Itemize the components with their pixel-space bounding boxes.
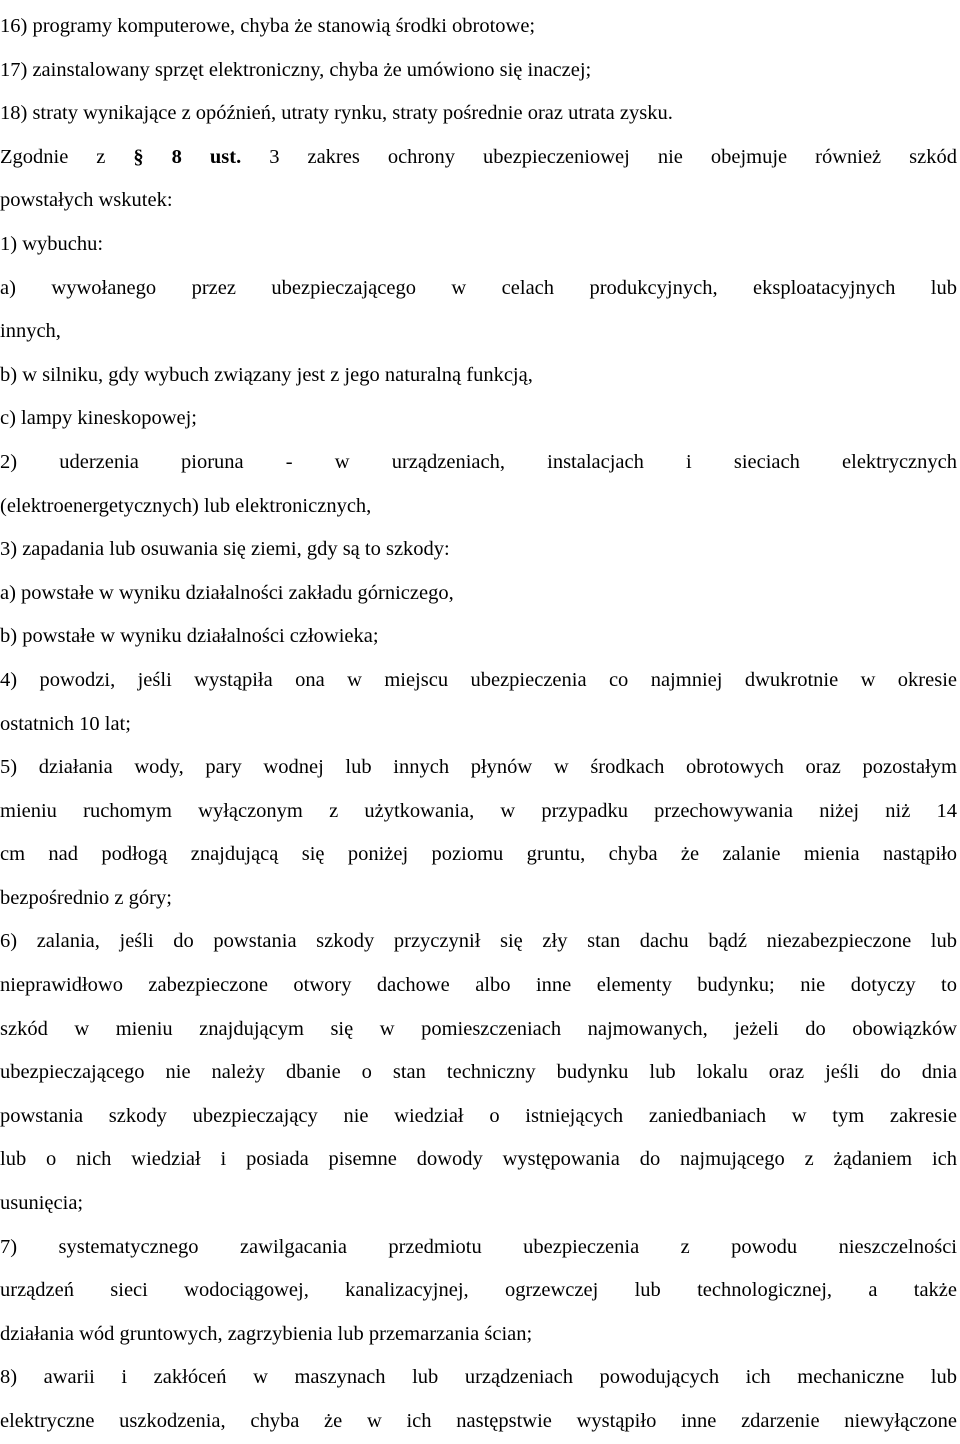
text-line: 5) działania wody, pary wodnej lub innych płynów w środkach obrotowych oraz pozostałym (0, 756, 957, 779)
text-line: 17) zainstalowany sprzęt elektroniczny, chyba że umówiono się inaczej; (0, 58, 592, 81)
text-line: a) wywołanego przez ubezpieczającego w celach produkcyjnych, eksploatacyjnych lub (0, 276, 957, 299)
text-segment: Zgodnie z (0, 145, 134, 168)
text-line: urządzeń sieci wodociągowej, kanalizacyjnej, ogrzewczej lub technologicznej, a także (0, 1279, 957, 1302)
text-segment: 3 zakres ochrony ubezpieczeniowej nie obejmuje również szkód (241, 145, 957, 168)
text-line: mieniu ruchomym wyłączonym z użytkowania, w przypadku przechowywania niżej niż 14 (0, 799, 957, 822)
text-line: c) lampy kineskopowej; (0, 407, 197, 430)
text-line: bezpośrednio z góry; (0, 886, 172, 909)
text-line: ubezpieczającego nie należy dbanie o stan techniczny budynku lub lokalu oraz jeśli do dnia (0, 1061, 957, 1084)
section-reference: § 8 ust. (133, 145, 242, 168)
text-line: a) powstałe w wyniku działalności zakładu górniczego, (0, 581, 454, 604)
text-line: usunięcia; (0, 1192, 84, 1215)
text-line: 18) straty wynikające z opóźnień, utraty rynku, straty pośrednie oraz utrata zysku. (0, 102, 673, 125)
text-line: 3) zapadania lub osuwania się ziemi, gdy są to szkody: (0, 538, 450, 561)
text-line: 16) programy komputerowe, chyba że stanowią środki obrotowe; (0, 15, 536, 37)
text-line: nieprawidłowo zabezpieczone otwory dachowe albo inne elementy budynku; nie dotyczy to (0, 974, 957, 997)
text-line: b) w silniku, gdy wybuch związany jest z jego naturalną funkcją, (0, 363, 533, 386)
text-line: powstania szkody ubezpieczający nie wiedział o istniejących zaniedbaniach w tym zakresie (0, 1104, 957, 1127)
text-line: ostatnich 10 lat; (0, 712, 131, 735)
text-line: szkód w mieniu znajdującym się w pomieszczeniach najmowanych, jeżeli do obowiązków (0, 1017, 957, 1040)
text-line: (elektroenergetycznych) lub elektronicznych, (0, 494, 372, 517)
text-line: 6) zalania, jeśli do powstania szkody przyczynił się zły stan dachu bądź niezabezpieczone lub (0, 930, 957, 953)
text-line: 1) wybuchu: (0, 232, 104, 255)
text-line-section-reference (0, 136, 957, 180)
text-line: 7) systematycznego zawilgacania przedmiotu ubezpieczenia z powodu nieszczelności (0, 1235, 957, 1258)
text-line: 2) uderzenia pioruna - w urządzeniach, instalacjach i sieciach elektrycznych (0, 450, 957, 473)
text-line: innych, (0, 320, 61, 343)
document-page (0, 5, 957, 1444)
text-line: 4) powodzi, jeśli wystąpiła ona w miejscu ubezpieczenia co najmniej dwukrotnie w okresie (0, 668, 957, 691)
text-line: cm nad podłogą znajdującą się poniżej poziomu gruntu, chyba że zalanie mienia nastąpiło (0, 843, 957, 866)
text-line: powstałych wskutek: (0, 189, 173, 212)
text-line: działania wód gruntowych, zagrzybienia lub przemarzania ścian; (0, 1322, 533, 1345)
text-line: 8) awarii i zakłóceń w maszynach lub urządzeniach powodujących ich mechaniczne lub (0, 1366, 957, 1389)
text-line: b) powstałe w wyniku działalności człowieka; (0, 625, 379, 648)
text-line: lub o nich wiedział i posiada pisemne dowody występowania do najmującego z żądaniem ich (0, 1148, 957, 1171)
text-line: elektryczne uszkodzenia, chyba że w ich następstwie wystąpiło inne zdarzenie niewyłączone (0, 1410, 957, 1432)
